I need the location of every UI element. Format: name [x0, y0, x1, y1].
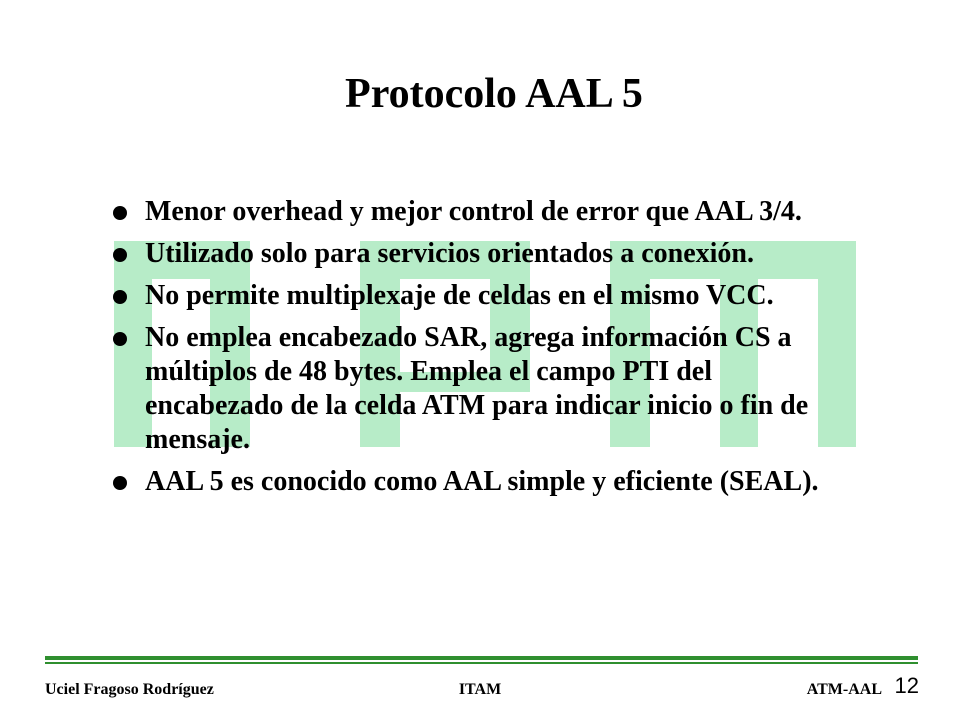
bullet-dot-icon	[113, 476, 127, 490]
bullet-dot-icon	[113, 332, 127, 346]
page-number: 12	[894, 673, 919, 698]
bullet-dot-icon	[113, 248, 127, 262]
bullet-list	[112, 195, 852, 507]
footer-institution: ITAM	[458, 681, 502, 698]
bullet-item	[112, 195, 852, 229]
bullet-item	[112, 321, 852, 457]
bullet-text: Utilizado solo para servicios orientados a conexión.	[145, 238, 754, 269]
bullet-item	[112, 237, 852, 271]
bullet-item	[112, 465, 852, 499]
footer-divider-thick	[45, 656, 918, 660]
bullet-item	[112, 279, 852, 313]
bullet-dot-icon	[113, 290, 127, 304]
bullet-text: No emplea encabezado SAR, agrega información CS a múltiplos de 48 bytes. Emplea el campo PTI del encabezado de la celda ATM para indicar inicio o fin de mensaje.	[145, 322, 809, 455]
footer-author: Uciel Fragoso Rodríguez	[45, 681, 214, 698]
bullet-dot-icon	[113, 206, 127, 220]
bullet-text: Menor overhead y mejor control de error que AAL 3/4.	[145, 196, 802, 227]
footer-divider-thin	[45, 662, 918, 664]
bullet-text: AAL 5 es conocido como AAL simple y eficiente (SEAL).	[145, 466, 819, 497]
bullet-text: No permite multiplexaje de celdas en el mismo VCC.	[145, 280, 774, 311]
footer-topic: ATM-AAL	[806, 681, 882, 698]
slide-title: Protocolo AAL 5	[345, 71, 643, 117]
